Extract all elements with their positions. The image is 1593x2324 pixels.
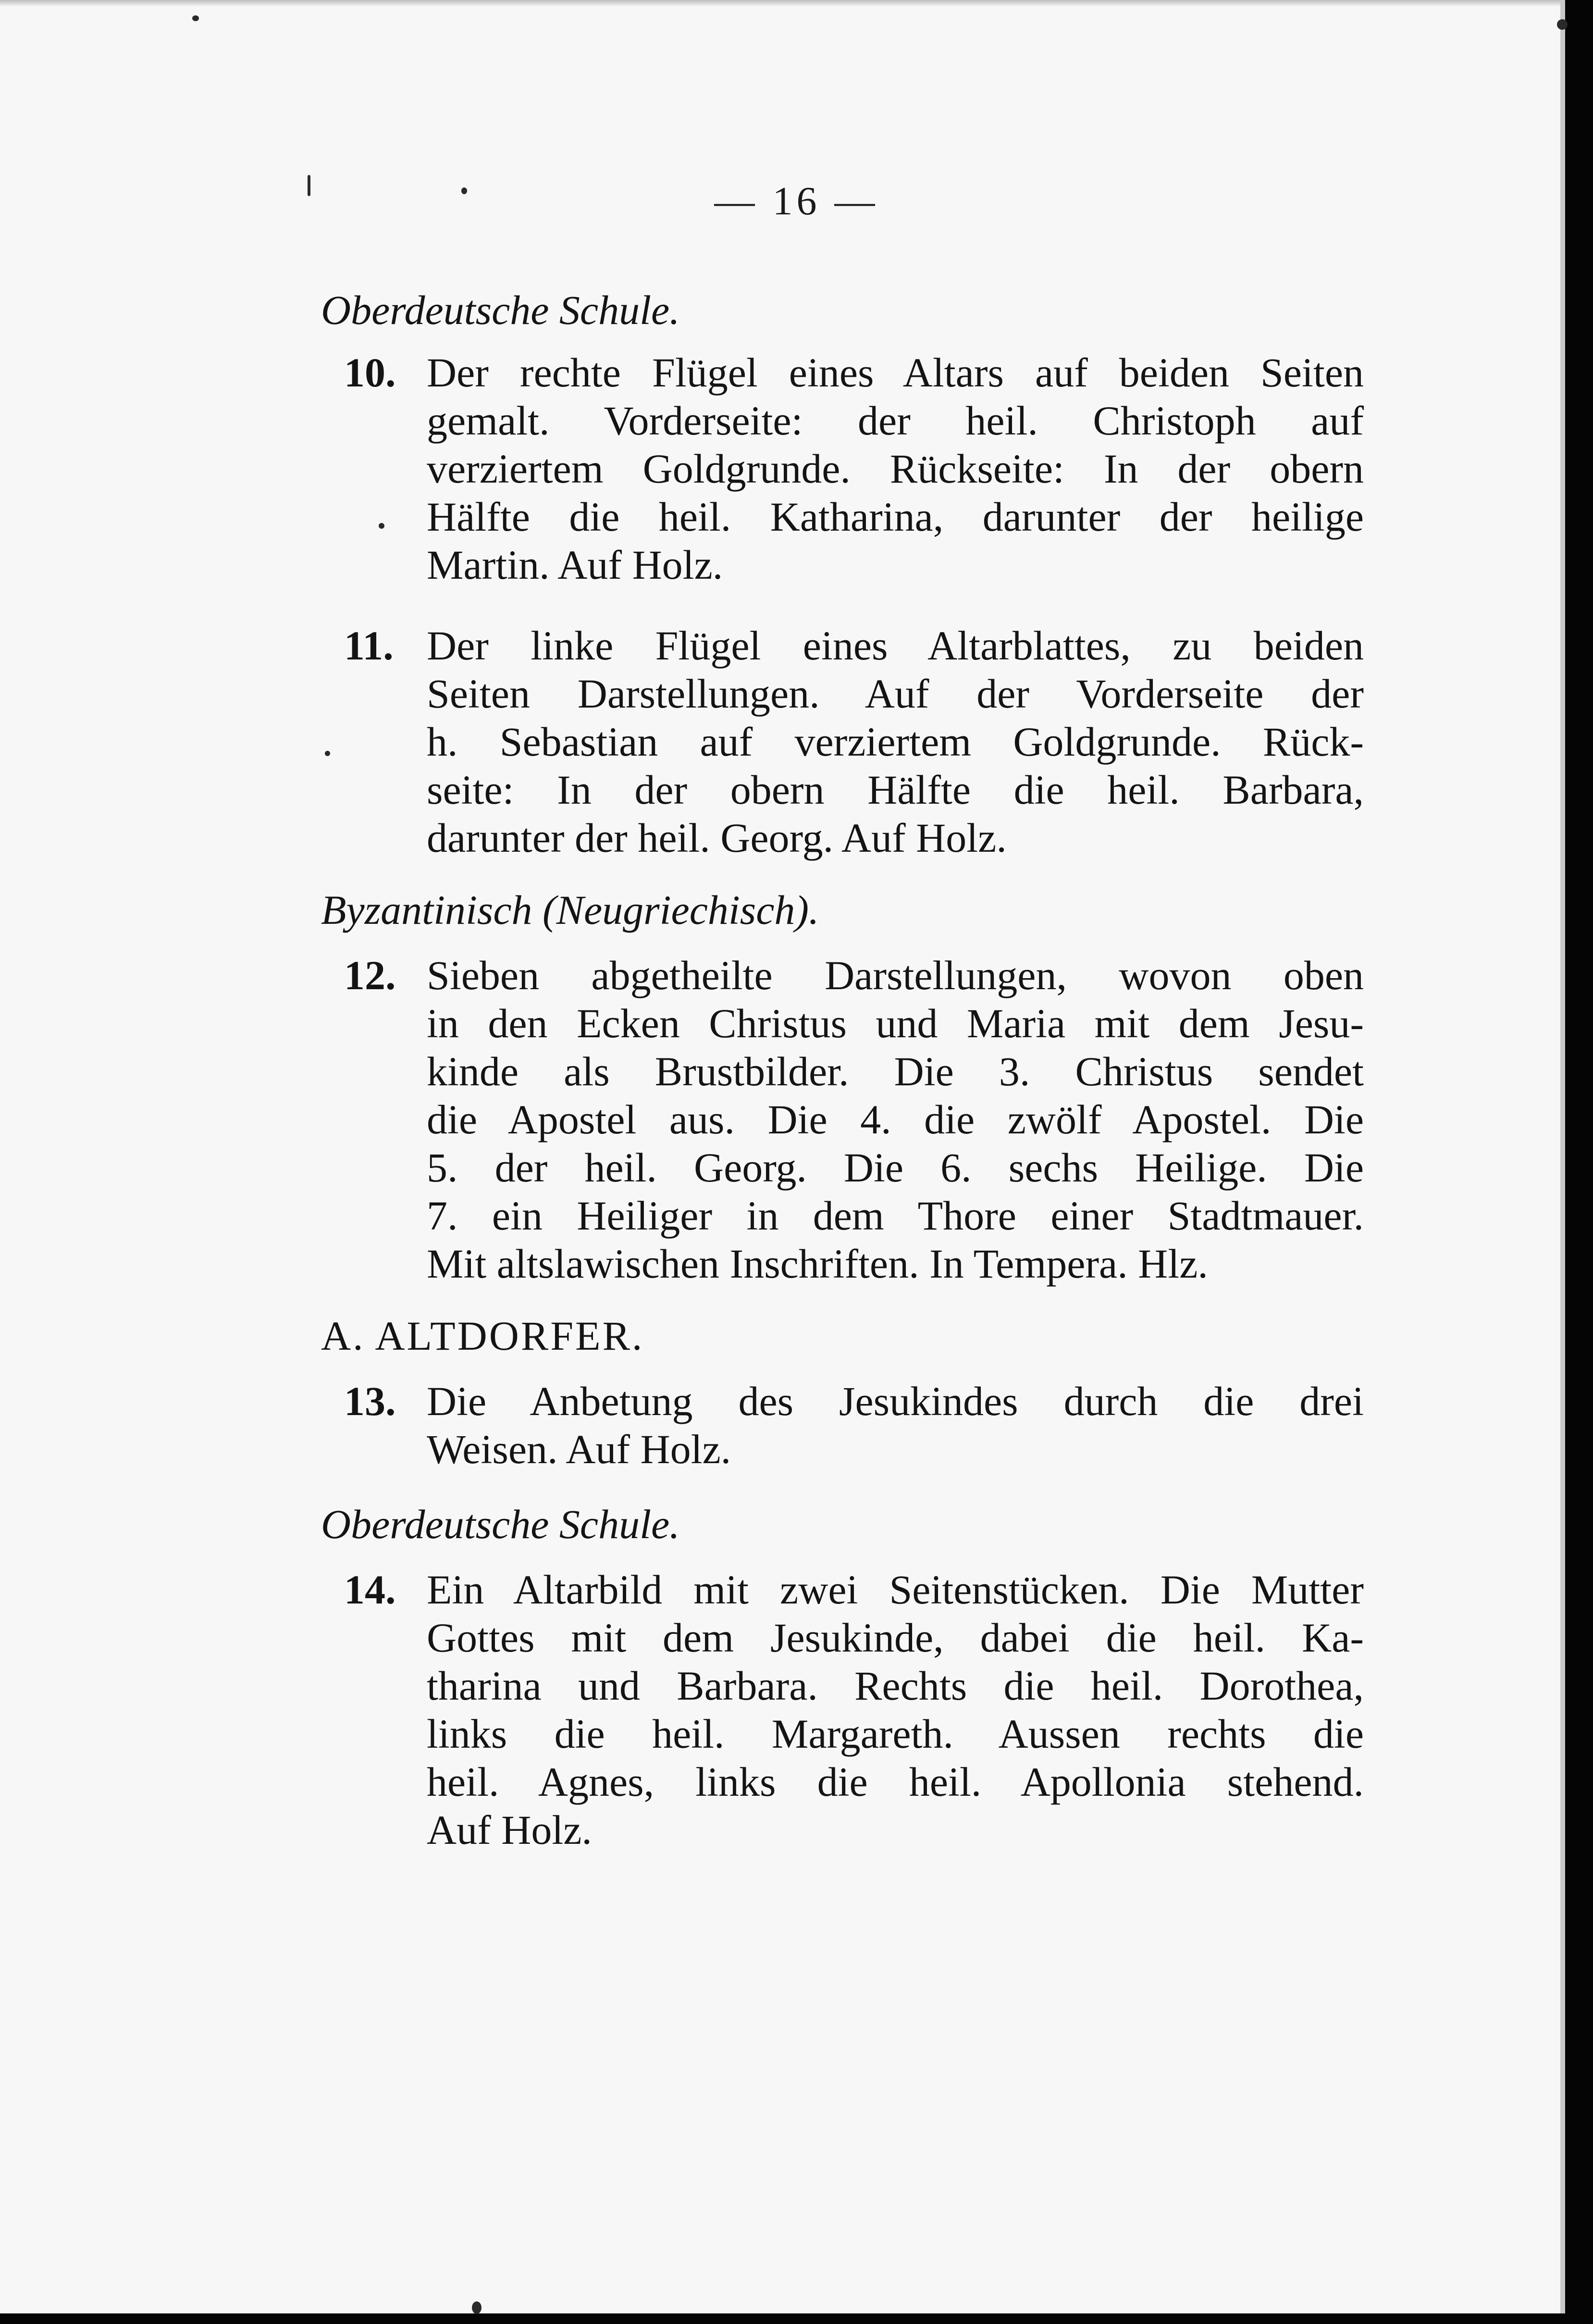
catalogue-entry-11 xyxy=(321,621,1364,862)
page-number: — 16 — xyxy=(714,179,879,224)
entry-line: kinde als Brustbilder. Die 3. Christus sendet xyxy=(427,1048,1364,1094)
scan-speck xyxy=(192,15,199,21)
catalogue-entry-10 xyxy=(321,348,1364,589)
entry-line: Seiten Darstellungen. Auf der Vorderseite der xyxy=(427,671,1364,717)
entry-number: 11. xyxy=(344,622,394,669)
entry-line: Hälfte die heil. Katharina, darunter der heilige xyxy=(427,494,1364,540)
catalogue-text xyxy=(321,286,1364,1854)
entry-line: Der rechte Flügel eines Altars auf beiden Seiten xyxy=(427,349,1364,396)
entry-number: 13. xyxy=(344,1378,396,1424)
section-heading-oberdeutsche-schule: Oberdeutsche Schule. xyxy=(321,287,680,333)
catalogue-entry-12 xyxy=(321,951,1364,1288)
entry-line: heil. Agnes, links die heil. Apollonia stehend. xyxy=(427,1759,1364,1805)
entry-number: 10. xyxy=(344,349,396,396)
entry-line: Weisen. Auf Holz. xyxy=(427,1426,731,1472)
entry-line: Martin. Auf Holz. xyxy=(427,542,723,588)
entry-line: Ein Altarbild mit zwei Seitenstücken. Die Mutter xyxy=(427,1566,1364,1613)
entry-line: die Apostel aus. Die 4. die zwölf Apostel. Die xyxy=(427,1096,1364,1143)
section-heading-oberdeutsche-schule-2: Oberdeutsche Schule. xyxy=(321,1501,680,1547)
catalogue-entry-14 xyxy=(321,1566,1364,1854)
entry-line: Die Anbetung des Jesukindes durch die drei xyxy=(427,1378,1364,1424)
entry-line: tharina und Barbara. Rechts die heil. Dorothea, xyxy=(427,1663,1364,1709)
entry-line: Auf Holz. xyxy=(427,1807,592,1853)
entry-line: Mit altslawischen Inschriften. In Tempera. Hlz. xyxy=(427,1241,1208,1287)
entry-line: Gottes mit dem Jesukinde, dabei die heil. Ka- xyxy=(427,1615,1364,1661)
section-heading-altdorfer: A. ALTDORFER. xyxy=(321,1313,644,1359)
scan-speck xyxy=(472,2301,482,2314)
entry-line: darunter der heil. Georg. Auf Holz. xyxy=(427,815,1007,861)
page-gutter-shadow xyxy=(1560,0,1565,2324)
entry-number: 14. xyxy=(344,1566,396,1613)
entry-line: 5. der heil. Georg. Die 6. sechs Heilige. Die xyxy=(427,1144,1364,1191)
scan-border-right xyxy=(1565,0,1593,2324)
scan-speck xyxy=(1557,19,1568,30)
page-top-shadow xyxy=(0,0,1593,7)
section-heading-byzantinisch: Byzantinisch (Neugriechisch). xyxy=(321,887,819,933)
entry-line: h. Sebastian auf verziertem Goldgrunde. Rück- xyxy=(427,719,1364,765)
entry-line: gemalt. Vorderseite: der heil. Christoph auf xyxy=(427,398,1364,444)
entry-line: in den Ecken Christus und Maria mit dem Jesu- xyxy=(427,1000,1364,1046)
entry-line: seite: In der obern Hälfte die heil. Barbara, xyxy=(427,767,1364,813)
scan-border-bottom xyxy=(0,2313,1593,2324)
catalogue-entry-13 xyxy=(321,1377,1364,1473)
entry-number: 12. xyxy=(344,952,396,998)
entry-line: 7. ein Heiliger in dem Thore einer Stadtmauer. xyxy=(427,1193,1364,1239)
entry-line: verziertem Goldgrunde. Rückseite: In der obern xyxy=(427,446,1364,492)
entry-line: links die heil. Margareth. Aussen rechts die xyxy=(427,1711,1364,1757)
entry-line: Sieben abgetheilte Darstellungen, wovon oben xyxy=(427,952,1364,998)
entry-line: Der linke Flügel eines Altarblattes, zu beiden xyxy=(427,622,1364,669)
